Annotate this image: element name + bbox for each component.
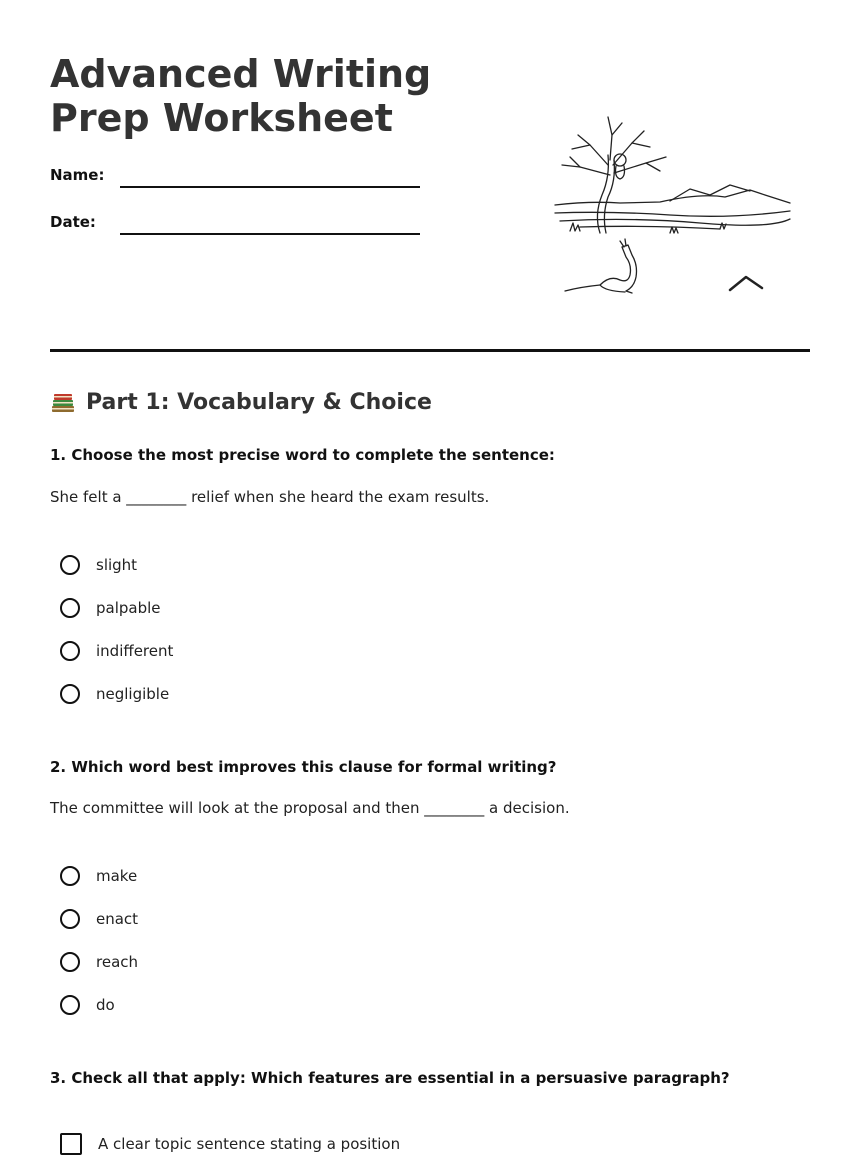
q2-option-enact[interactable] [60, 909, 138, 929]
radio-button[interactable] [60, 641, 80, 661]
option-label: negligible [96, 685, 170, 703]
header-divider [50, 349, 810, 352]
q1-option-slight[interactable] [60, 555, 137, 575]
option-label: palpable [96, 599, 161, 617]
q1-option-negligible[interactable] [60, 684, 169, 704]
q2-option-make[interactable] [60, 866, 137, 886]
checkbox[interactable] [60, 1133, 82, 1155]
option-label: enact [96, 910, 139, 928]
q2-option-do[interactable] [60, 995, 115, 1015]
option-label: do [96, 996, 115, 1014]
option-label: slight [96, 556, 138, 574]
radio-button[interactable] [60, 598, 80, 618]
question-3-prompt: 3. Check all that apply: Which features are essential in a persuasive paragraph? [50, 1069, 730, 1087]
question-1-sentence: She felt a ________ relief when she heard the exam results. [50, 488, 490, 506]
question-2-sentence: The committee will look at the proposal and then ________ a decision. [50, 799, 570, 817]
option-label: reach [96, 953, 139, 971]
radio-button[interactable] [60, 995, 80, 1015]
name-label: Name: [50, 166, 105, 184]
radio-button[interactable] [60, 866, 80, 886]
option-label: make [96, 867, 138, 885]
q1-option-palpable[interactable] [60, 598, 161, 618]
radio-button[interactable] [60, 909, 80, 929]
radio-button[interactable] [60, 555, 80, 575]
q1-option-indifferent[interactable] [60, 641, 173, 661]
radio-button[interactable] [60, 952, 80, 972]
part1-title [50, 389, 432, 415]
books-icon [50, 389, 76, 415]
q3-option-topic-sentence[interactable] [60, 1133, 400, 1155]
option-label: indifferent [96, 642, 174, 660]
outback-illustration-icon [550, 105, 800, 300]
option-label: A clear topic sentence stating a position [98, 1135, 401, 1153]
radio-button[interactable] [60, 684, 80, 704]
q2-option-reach[interactable] [60, 952, 138, 972]
date-label: Date: [50, 213, 96, 231]
date-field[interactable] [120, 233, 420, 235]
question-2-prompt: 2. Which word best improves this clause for formal writing? [50, 758, 557, 776]
name-field[interactable] [120, 186, 420, 188]
question-1-prompt: 1. Choose the most precise word to complete the sentence: [50, 446, 555, 464]
part1-title-text: Part 1: Vocabulary & Choice [86, 389, 432, 415]
worksheet-title: Advanced Writing Prep Worksheet [50, 52, 432, 140]
